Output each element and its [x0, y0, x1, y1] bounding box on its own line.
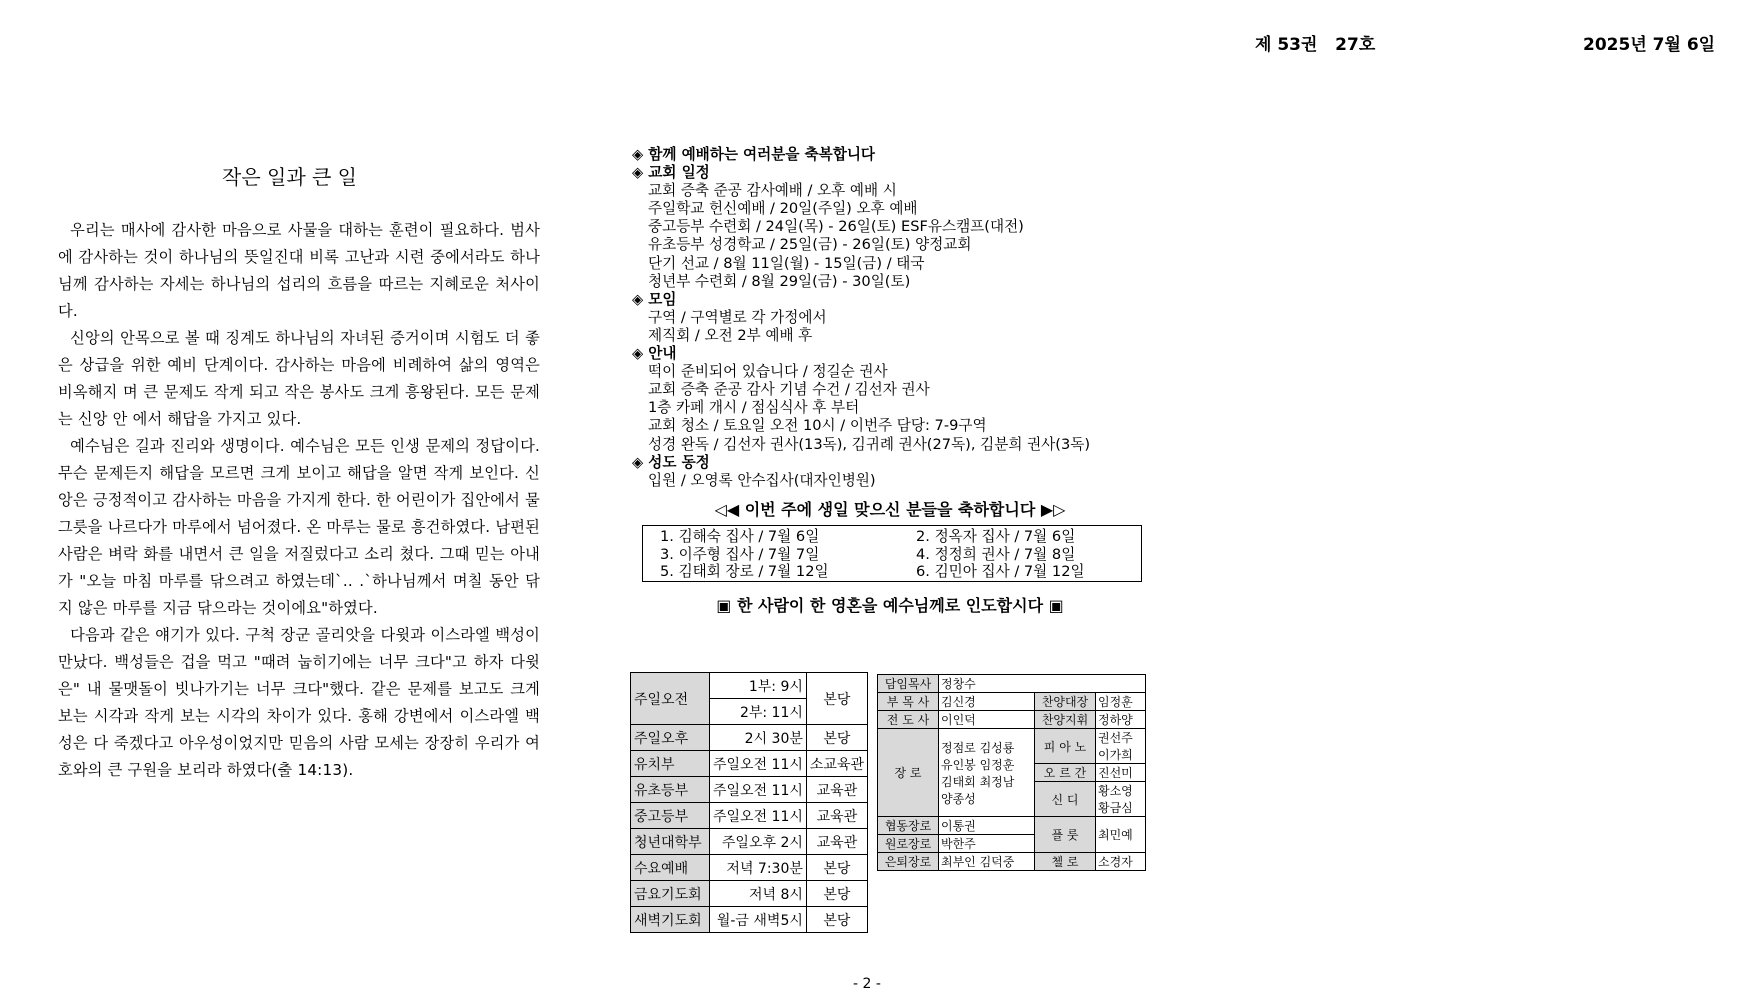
section-heading-news: ◈ 성도 동정	[632, 453, 710, 471]
notice-item: 성경 완독 / 김선자 권사(13독), 김귀례 권사(27독), 김분희 권사(3독)	[648, 435, 1091, 453]
staff-name: 황소영	[1098, 784, 1133, 798]
staff-role: 찬양대장	[1035, 693, 1096, 711]
staff-name: 최부인 김덕중	[939, 853, 1035, 871]
service-name: 금요기도회	[631, 881, 710, 907]
service-place: 본당	[806, 673, 867, 725]
service-place: 교육관	[806, 803, 867, 829]
service-time: 주일오전 11시	[710, 803, 807, 829]
service-time: 주일오후 2시	[710, 829, 807, 855]
staff-name-list	[1096, 782, 1146, 817]
staff-name: 박한주	[939, 835, 1035, 853]
staff-role: 협동장로	[878, 817, 939, 835]
issue-date: 2025년 7월 6일	[1583, 35, 1716, 55]
birthday-entry: 1. 김해숙 집사 / 7월 6일	[660, 528, 820, 545]
notice-item: 청년부 수련회 / 8월 29일(금) - 30일(토)	[648, 272, 911, 290]
section-heading-guide: ◈ 안내	[632, 345, 677, 363]
staff-role: 첼 로	[1035, 853, 1096, 871]
church-staff-table	[877, 674, 1146, 871]
staff-name: 임정훈	[1096, 693, 1146, 711]
staff-name: 김신경	[939, 693, 1035, 711]
staff-name: 김태회 최정남	[941, 774, 1015, 789]
birthday-heading: ◁◀ 이번 주에 생일 맞으신 분들을 축하합니다 ▶▷	[714, 500, 1066, 519]
staff-name-list	[939, 729, 1035, 817]
service-time: 월-금 새벽5시	[710, 907, 807, 933]
staff-role: 찬양지휘	[1035, 711, 1096, 729]
section-heading-schedule: ◈ 교회 일정	[632, 164, 710, 182]
birthday-entry: 5. 김태회 장로 / 7월 12일	[660, 563, 829, 581]
essay-title: 작은 일과 큰 일	[222, 165, 357, 189]
service-place: 본당	[806, 725, 867, 751]
service-schedule-table	[630, 672, 868, 933]
birthday-entry: 4. 정정희 권사 / 7월 8일	[916, 545, 1076, 563]
notice-item: 교회 증축 준공 감사예배 / 오후 예배 시	[648, 182, 897, 200]
notice-item: 주일학교 헌신예배 / 20일(주일) 오후 예배	[648, 200, 918, 218]
birthday-entry: 2. 정옥자 집사 / 7월 6일	[916, 528, 1076, 545]
staff-name: 정점로 김성룡	[941, 740, 1015, 755]
staff-role: 신 디	[1035, 782, 1096, 817]
notice-item: 1층 카페 개시 / 점심식사 후 부터	[648, 399, 860, 417]
staff-role: 은퇴장로	[878, 853, 939, 871]
essay-paragraph: 신앙의 안목으로 볼 때 징계도 하나님의 자녀된 증거이며 시험도 더 좋은 상급을 위한 예비 단계이다. 감사하는 마음에 비례하여 삶의 영역은 비옥해지 며 큰 문제도 작게 되고 작은 봉사도 크게 흥왕된다. 모든 문제는 신앙 안 에서 해답을 가지고 있다.	[58, 329, 540, 428]
service-time: 주일오전 11시	[710, 777, 807, 803]
essay-paragraph: 예수님은 길과 진리와 생명이다. 예수님은 모든 인생 문제의 정답이다. 무슨 문제든지 해답을 모르면 크게 보이고 해답을 알면 작게 보인다. 신앙은 긍정적이고 감사하는 마음을 가지게 한다. 한 어린이가 집안에서 물 그릇을 나르다가 마루에서 넘어졌다. 온 마루는 물로 흥건하였다. 남편된 사람은 벼락 화를 내면서 큰 일을 저질렀다고 소리 쳤다. 그때 믿는 아내가 "오늘 마침 마루를 닦으려고 하였는데`.. .`하나님께서 며칠 동안 닦지 않은 마루를 지금 닦으라는 것이에요"하였다.	[58, 437, 540, 617]
staff-name: 정하양	[1096, 711, 1146, 729]
staff-role: 오 르 간	[1035, 764, 1096, 782]
staff-name: 유인봉 임정훈	[941, 757, 1015, 772]
essay-paragraph: 다음과 같은 얘기가 있다. 구척 장군 골리앗을 다윗과 이스라엘 백성이 만났다. 백성들은 겁을 먹고 "때려 눕히기에는 너무 크다"고 하자 다윗은" 내 물맷돌이 빗나가기는 너무 크다"했다. 같은 문제를 보고도 크게 보는 시각과 작게 보는 시각의 차이가 있다. 홍해 강변에서 이스라엘 백성은 다 죽겠다고 아우성이었지만 믿음의 사람 모세는 장장히 우리가 여호와의 큰 구원을 보리라 하였다(출 14:13).	[58, 626, 540, 779]
service-time: 주일오전 11시	[710, 751, 807, 777]
notice-item: 단기 선교 / 8월 11일(월) - 15일(금) / 태국	[648, 254, 925, 272]
staff-name: 이가희	[1098, 748, 1133, 762]
essay-paragraph: 우리는 매사에 감사한 마음으로 사물을 대하는 훈련이 필요하다. 범사에 감사하는 것이 하나님의 뜻일진대 비록 고난과 시련 중에서라도 하나님께 감사하는 자세는 하나님의 섭리의 흐름을 따르는 지혜로운 처사이다.	[58, 221, 540, 320]
notice-item: 교회 증축 준공 감사 기념 수건 / 김선자 권사	[648, 381, 930, 399]
page-number: - 2 -	[853, 976, 881, 992]
staff-role: 장 로	[878, 729, 939, 817]
notice-item: 교회 청소 / 토요일 오전 10시 / 이번주 담당: 7-9구역	[648, 417, 987, 435]
notice-item: 떡이 준비되어 있습니다 / 정길순 권사	[648, 363, 888, 381]
service-time: 2부: 11시	[710, 699, 807, 725]
service-place: 소교육관	[806, 751, 867, 777]
service-place: 본당	[806, 881, 867, 907]
staff-role: 원로장로	[878, 835, 939, 853]
notice-item: 입원 / 오영록 안수집사(대자인병원)	[648, 471, 876, 489]
issue-number: 제 53권 27호	[1255, 35, 1376, 55]
staff-role: 담임목사	[878, 675, 939, 693]
welcome-heading: ◈ 함께 예배하는 여러분을 축복합니다	[632, 146, 876, 163]
birthday-entry: 6. 김민아 집사 / 7월 12일	[916, 563, 1085, 581]
staff-role: 전 도 사	[878, 711, 939, 729]
essay-body	[58, 217, 540, 784]
service-name: 새벽기도회	[631, 907, 710, 933]
notice-board	[632, 146, 1152, 490]
staff-name: 최민예	[1096, 817, 1146, 853]
birthday-box	[642, 525, 1142, 582]
service-name: 주일오전	[631, 673, 710, 725]
notice-item: 중고등부 수련회 / 24일(목) - 26일(토) ESF유스캠프(대전)	[648, 218, 1024, 236]
staff-role: 피 아 노	[1035, 729, 1096, 764]
birthday-entry: 3. 이주형 집사 / 7월 7일	[660, 545, 820, 563]
staff-name: 이통권	[939, 817, 1035, 835]
service-name: 유초등부	[631, 777, 710, 803]
section-heading-meetings: ◈ 모임	[632, 290, 677, 308]
service-place: 본당	[806, 855, 867, 881]
service-time: 저녁 8시	[710, 881, 807, 907]
service-name: 청년대학부	[631, 829, 710, 855]
notice-item: 제직회 / 오전 2부 예배 후	[648, 326, 813, 344]
staff-name-list	[1096, 729, 1146, 764]
service-place: 본당	[806, 907, 867, 933]
notice-item: 구역 / 구역별로 각 가정에서	[648, 308, 827, 326]
service-time: 저녁 7:30분	[710, 855, 807, 881]
staff-role: 부 목 사	[878, 693, 939, 711]
service-place: 교육관	[806, 777, 867, 803]
staff-name: 황금심	[1098, 801, 1133, 815]
staff-name: 양종성	[941, 791, 976, 806]
notice-item: 유초등부 성경학교 / 25일(금) - 26일(토) 양정교회	[648, 236, 972, 254]
service-name: 유치부	[631, 751, 710, 777]
service-time: 2시 30분	[710, 725, 807, 751]
staff-name: 소경자	[1096, 853, 1146, 871]
service-name: 주일오후	[631, 725, 710, 751]
service-time: 1부: 9시	[710, 673, 807, 699]
staff-name: 정창수	[939, 675, 1146, 693]
service-name: 중고등부	[631, 803, 710, 829]
staff-name: 권선주	[1098, 731, 1133, 745]
service-name: 수요예배	[631, 855, 710, 881]
staff-name: 진선미	[1096, 764, 1146, 782]
motto-banner: ▣ 한 사람이 한 영혼을 예수님께로 인도합시다 ▣	[716, 596, 1064, 615]
staff-name: 이인덕	[939, 711, 1035, 729]
service-place: 교육관	[806, 829, 867, 855]
staff-role: 플 룻	[1035, 817, 1096, 853]
